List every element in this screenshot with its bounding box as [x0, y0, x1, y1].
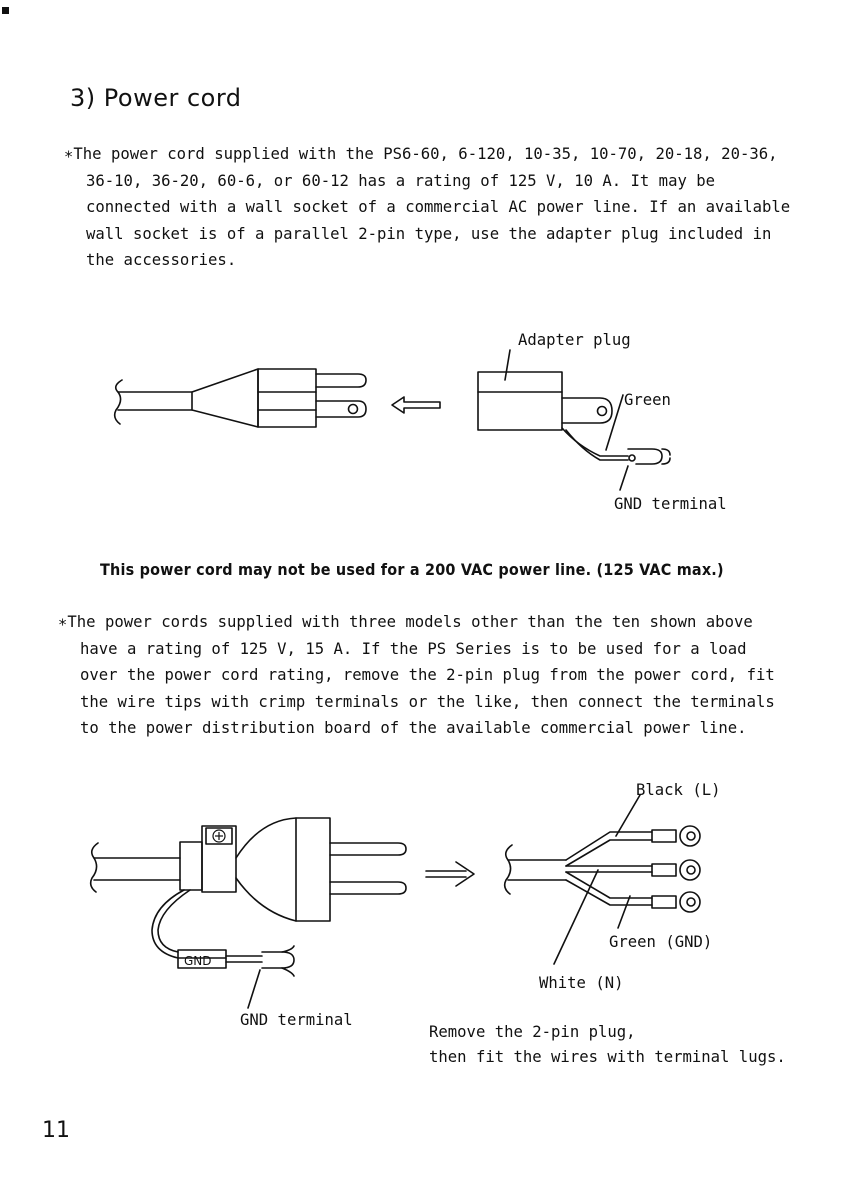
white-wire-label: White (N) [539, 974, 624, 992]
adapter-plug-illustration [478, 350, 670, 490]
gnd-terminal-label-2: GND terminal [240, 1011, 353, 1029]
caption-line: Remove the 2-pin plug, [429, 1023, 636, 1041]
plus-symbol-icon [213, 830, 225, 842]
paragraph-line: have a rating of 125 V, 15 A. If the PS Series is to be used for a load [80, 639, 747, 658]
paragraph-line: ∗The power cord supplied with the PS6-60, 6-120, 10-35, 10-70, 20-18, 20-36, [64, 145, 778, 163]
paragraph-line: the accessories. [86, 251, 237, 269]
page-number: 11 [42, 1118, 70, 1143]
paragraph-line: the wire tips with crimp terminals or the like, then connect the terminals [80, 692, 775, 711]
paragraph-line: ∗The power cords supplied with three models other than the ten shown above [58, 613, 753, 631]
gnd-box-label: GND [184, 954, 212, 968]
right-arrow-icon [426, 862, 474, 886]
paragraph-line: connected with a wall socket of a commercial AC power line. If an available [86, 198, 791, 216]
paragraph-line: over the power cord rating, remove the 2-pin plug from the power cord, fit [80, 666, 775, 684]
caption-line: then fit the wires with terminal lugs. [429, 1048, 786, 1066]
plug-with-gnd-illustration [91, 818, 406, 1008]
paragraph-line: wall socket is of a parallel 2-pin type, use the adapter plug included in [86, 224, 772, 243]
paragraph-line: to the power distribution board of the available commercial power line. [80, 719, 747, 737]
black-wire-label: Black (L) [636, 781, 721, 799]
adapter-plug-label: Adapter plug [518, 331, 631, 349]
gnd-terminal-label: GND terminal [614, 495, 727, 513]
green-wire-label: Green [624, 391, 671, 409]
paragraph-line: 36-10, 36-20, 60-6, or 60-12 has a rating of 125 V, 10 A. It may be [86, 171, 716, 190]
three-pin-plug-illustration [115, 369, 366, 427]
warning-note: This power cord may not be used for a 200 VAC power line. (125 VAC max.) [100, 560, 724, 579]
left-arrow-icon [392, 397, 440, 413]
section-heading: 3) Power cord [70, 84, 242, 112]
green-gnd-wire-label: Green (GND) [609, 933, 713, 951]
